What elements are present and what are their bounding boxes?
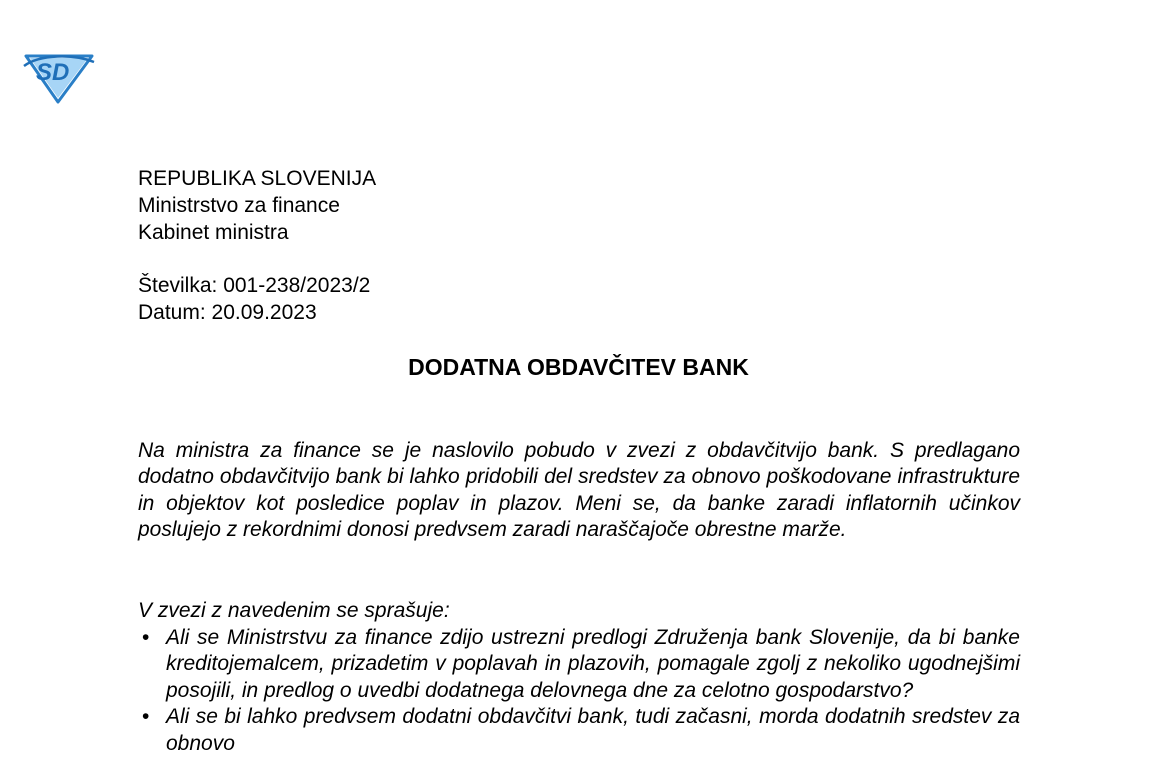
party-logo: [22, 48, 96, 104]
office-name: Kabinet ministra: [138, 221, 289, 244]
document-date: Datum: 20.09.2023: [138, 301, 317, 324]
document-number: Številka: 001-238/2023/2: [138, 274, 371, 297]
question-text: Ali se bi lahko predvsem dodatni obdavčitvi bank, tudi začasni, morda dodatnih sredstev za obnovo: [166, 705, 1020, 755]
question-list: [138, 625, 1020, 757]
svg-text:SD: SD: [36, 59, 70, 86]
question-text: Ali se Ministrstvu za finance zdijo ustrezni predlogi Združenja bank Slovenije, da bi banke kreditojemalcem, prizadetim v poplavah in plazovih, pomagale zgolj z nekoliko ugodnejšimi posojili, in predlog o uvedbi dodatnega delovnega dne za celotno gospodarstvo?: [166, 626, 1020, 702]
bullet-icon: •: [142, 705, 150, 729]
sender-block: [138, 165, 376, 326]
document-title: DODATNA OBDAVČITEV BANK: [408, 354, 749, 380]
ministry-name: Ministrstvo za finance: [138, 194, 340, 217]
question-intro: V zvezi z navedenim se sprašuje:: [138, 599, 450, 622]
intro-paragraph: Na ministra za finance se je naslovilo pobudo v zvezi z obdavčitvijo bank. S predlagano dodatno obdavčitvijo bank bi lahko pridobili del sredstev za obnovo poškodovane infrastrukture in objektov kot posledice poplav in plazov. Meni se, da banke zaradi inflatornih učinkov poslujejo z rekordnimi donosi predvsem zaradi naraščajoče obrestne marže.: [138, 439, 1020, 542]
list-item: [138, 625, 1020, 704]
republic-name: REPUBLIKA SLOVENIJA: [138, 167, 377, 190]
list-item: [138, 704, 1020, 757]
bullet-icon: •: [142, 626, 150, 649]
